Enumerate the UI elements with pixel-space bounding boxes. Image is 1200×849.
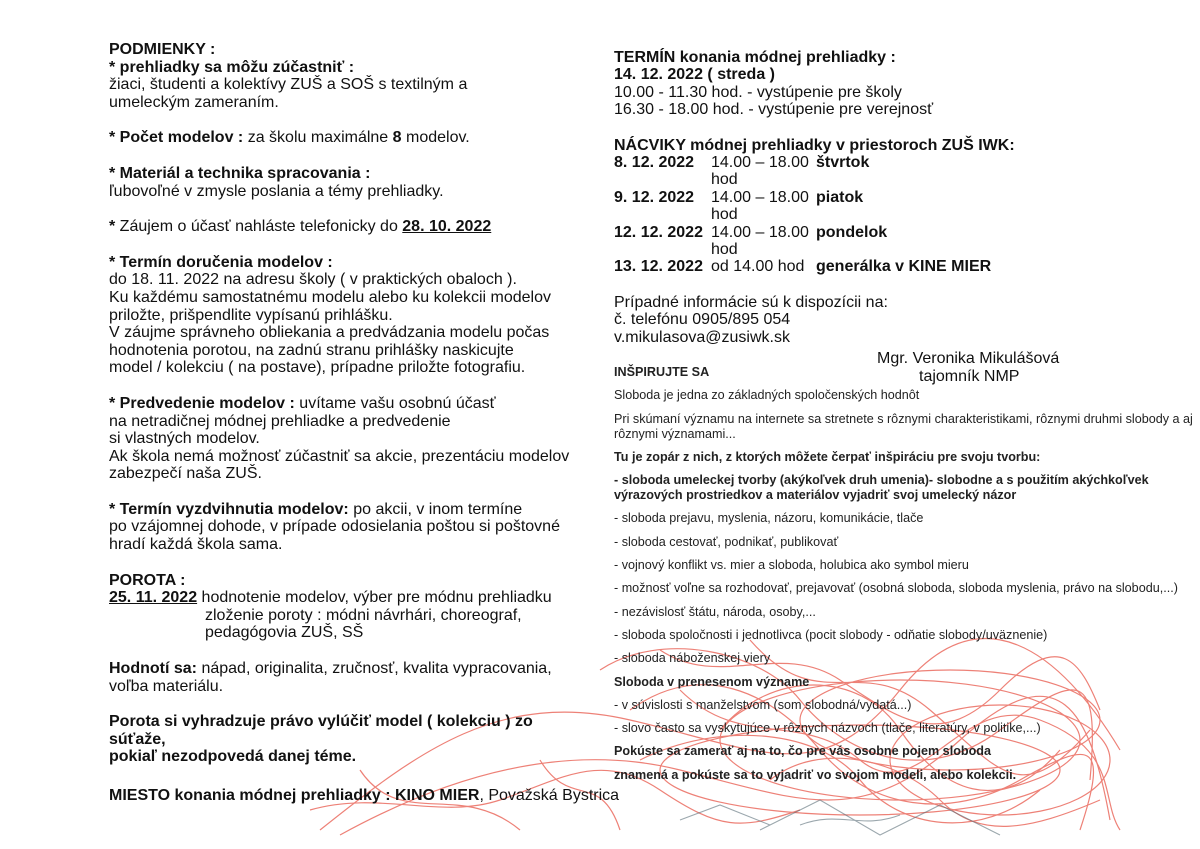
inspiration-title: INŠPIRUJTE SA xyxy=(614,365,710,379)
inspiration-paragraph: Tu je zopár z nich, z ktorých môžete čerpať inšpiráciu pre svoju tvorbu: xyxy=(614,449,1041,464)
delivery-line: Ku každému samostatnému modelu alebo ku kolekcii modelov xyxy=(109,288,552,306)
inspiration-paragraph: - v súvislosti s manželstvom (som slobodná/vydatá...) xyxy=(614,697,912,712)
inspiration-section xyxy=(614,365,1194,791)
conditions-column xyxy=(109,41,589,766)
who-text-1: žiaci, študenti a kolektívy ZUŠ a SOŠ s textilným a xyxy=(109,76,468,94)
inspiration-paragraph: - sloboda náboženskej viery xyxy=(614,651,771,666)
rehearsal-row: 13. 12. 2022 od 14.00 hod generálka v KINE MIER xyxy=(614,258,992,276)
rehearsal-row: 8. 12. 2022 14.00 – 18.00 hod štvrtok xyxy=(614,154,870,189)
show-line: si vlastných modelov. xyxy=(109,430,260,448)
model-count: * Počet modelov : za školu maximálne 8 modelov. xyxy=(109,129,470,147)
delivery-line: V záujme správneho obliekania a predvádzania modelu počas xyxy=(109,324,550,342)
delivery-line: do 18. 11. 2022 na adresu školy ( v praktických obaloch ). xyxy=(109,271,517,289)
phone-number: č. telefónu 0905/895 054 xyxy=(614,311,791,329)
material-text: ľubovoľné v zmysle poslania a témy prehliadky. xyxy=(109,182,444,200)
inspiration-paragraph: - sloboda prejavu, myslenia, názoru, komunikácie, tlače xyxy=(614,511,924,526)
inspiration-paragraph: - sloboda umeleckej tvorby (akýkoľvek druh umenia)- slobodne a s použitím akýchkoľvek výrazových prostriedkov a materiálov vyjadriť svoj umelecký názor xyxy=(614,473,1149,503)
delivery-line: model / kolekciu ( na postave), prípadne priložte fotografiu. xyxy=(109,359,526,377)
signature-name: Mgr. Veronika Mikulášová xyxy=(877,350,1060,368)
inspiration-paragraph: - slovo často sa vyskytujúce v rôznych názvoch (tlače, literatúry, v politike,...) xyxy=(614,721,1041,736)
delivery-line: hodnotenia porotou, na zadnú stranu prihlášky naskicujte xyxy=(109,341,514,359)
inspiration-paragraph: - sloboda cestovať, podnikať, publikovať xyxy=(614,534,839,549)
jury-line: pedagógovia ZUŠ, SŠ xyxy=(205,624,364,642)
inspiration-paragraph: znamená a pokúste sa to vyjadriť vo svojom modeli, alebo kolekcii. xyxy=(614,767,1017,782)
reserve-line: Porota si vyhradzuje právo vylúčiť model ( kolekciu ) zo súťaže, xyxy=(109,713,533,748)
term-title: TERMÍN konania módnej prehliadky : xyxy=(614,49,896,66)
jury-line: zloženie poroty : módni návrhári, choreograf, xyxy=(205,606,522,624)
eval-line: Hodnotí sa: nápad, originalita, zručnosť, kvalita vypracovania, xyxy=(109,660,552,678)
show-line: Ak škola nemá možnosť zúčastniť sa akcie, prezentáciu modelov xyxy=(109,447,570,465)
schedule-column xyxy=(614,49,1194,385)
show-line: na netradičnej módnej prehliadke a predvedenie xyxy=(109,412,451,430)
term-line: 10.00 - 11.30 hod. - vystúpenie pre školy xyxy=(614,83,902,101)
inspiration-paragraph: - sloboda spoločnosti i jednotlivca (pocit slobody - odňatie slobody/uväznenie) xyxy=(614,627,1048,642)
term-date: 14. 12. 2022 ( streda ) xyxy=(614,66,775,84)
inspiration-paragraph: Pokúste sa zamerať aj na to, čo pre vás osobne pojem sloboda xyxy=(614,744,991,759)
conditions-heading: PODMIENKY : xyxy=(109,41,216,58)
pickup-line: po vzájomnej dohode, v prípade odosielania poštou si poštovné xyxy=(109,518,560,536)
who-text-2: umeleckým zameraním. xyxy=(109,93,279,111)
rehearsal-title: NÁCVIKY módnej prehliadky v priestoroch ZUŠ IWK: xyxy=(614,136,1015,154)
rehearsal-row: 9. 12. 2022 14.00 – 18.00 hod piatok xyxy=(614,188,864,224)
eval-line: voľba materiálu. xyxy=(109,677,224,695)
jury-line: 25. 11. 2022 hodnotenie modelov, výber pre módnu prehliadku xyxy=(109,589,552,607)
term-line: 16.30 - 18.00 hod. - vystúpenie pre verejnosť xyxy=(614,101,934,119)
material-title: * Materiál a technika spracovania : xyxy=(109,164,371,182)
interest-deadline: * Záujem o účasť nahláste telefonicky do 28. 10. 2022 xyxy=(109,218,492,236)
info-line: Prípadné informácie sú k dispozícii na: xyxy=(614,293,888,311)
delivery-title: * Termín doručenia modelov : xyxy=(109,253,333,271)
jury-title: POROTA : xyxy=(109,571,186,589)
inspiration-paragraph: Sloboda v prenesenom význame xyxy=(614,674,810,689)
signature-role: tajomník NMP xyxy=(919,367,1020,385)
email-link[interactable]: v.mikulasova@zusiwk.sk xyxy=(614,328,790,346)
who-title: * prehliadky sa môžu zúčastniť : xyxy=(109,58,355,76)
inspiration-paragraph: - vojnový konflikt vs. mier a sloboda, holubica ako symbol mieru xyxy=(614,558,969,573)
inspiration-paragraph: Sloboda je jedna zo základných spoločenských hodnôt xyxy=(614,388,920,403)
inspiration-paragraph: - nezávislosť štátu, národa, osoby,... xyxy=(614,604,816,619)
rehearsal-row: 12. 12. 2022 14.00 – 18.00 hod pondelok xyxy=(614,223,888,259)
inspiration-paragraph: Pri skúmaní významu na internete sa stretnete s rôznymi charakteristikami, rôznymi druhmi slobody a aj rôznymi významami... xyxy=(614,411,1193,441)
inspiration-paragraph: - možnosť voľne sa rozhodovať, prejavovať (osobná sloboda, sloboda myslenia, právo na slobodu,...) xyxy=(614,581,1178,596)
pickup-line: hradí každá škola sama. xyxy=(109,536,283,554)
pickup-line: * Termín vyzdvihnutia modelov: po akcii, v inom termíne xyxy=(109,500,523,518)
venue-line: MIESTO konania módnej prehliadky : KINO MIER, Považská Bystrica xyxy=(109,787,620,804)
reserve-line: pokiaľ nezodpovedá danej téme. xyxy=(109,748,357,766)
show-line: zabezpečí naša ZUŠ. xyxy=(109,465,262,483)
delivery-line: priložte, prišpendlite vypísanú prihlášku. xyxy=(109,306,393,324)
show-line: * Predvedenie modelov : uvítame vašu osobnú účasť xyxy=(109,394,496,412)
